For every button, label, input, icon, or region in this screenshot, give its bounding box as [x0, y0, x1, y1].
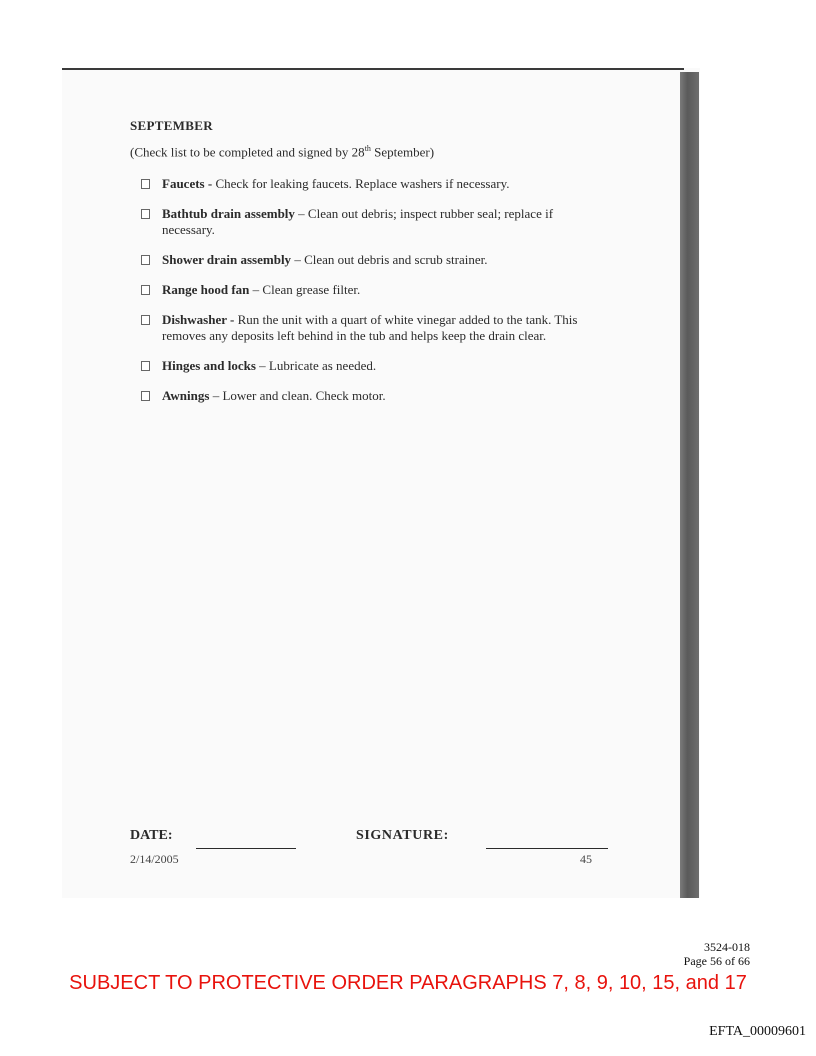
checklist-instructions: (Check list to be completed and signed by 28th September) — [130, 144, 435, 160]
checkbox-icon — [141, 315, 150, 325]
date-blank-line — [196, 848, 296, 849]
checkbox-icon — [141, 179, 150, 189]
scan-dark-edge — [680, 72, 699, 898]
checkbox-icon — [141, 285, 150, 295]
section-heading: SEPTEMBER — [130, 118, 213, 133]
checklist-item-range-hood: Range hood fan – Clean grease filter. — [138, 282, 608, 298]
checkbox-icon — [141, 209, 150, 219]
checklist-item-bathtub-drain: Bathtub drain assembly – Clean out debris; inspect rubber seal; replace if necessary. — [138, 206, 608, 238]
scan-top-border — [62, 68, 684, 70]
checklist-item-shower-drain: Shower drain assembly – Clean out debris and scrub strainer. — [138, 252, 608, 268]
checklist-item-hinges-locks: Hinges and locks – Lubricate as needed. — [138, 358, 608, 374]
checkbox-icon — [141, 391, 150, 401]
checkbox-icon — [141, 255, 150, 265]
document-date: 2/14/2005 — [130, 852, 179, 866]
checklist-item-awnings: Awnings – Lower and clean. Check motor. — [138, 388, 608, 404]
checklist-item-faucets: Faucets - Check for leaking faucets. Replace washers if necessary. — [138, 176, 608, 192]
signature-blank-line — [486, 848, 608, 849]
maintenance-checklist — [138, 176, 608, 404]
protective-order-notice: SUBJECT TO PROTECTIVE ORDER PARAGRAPHS 7, 8, 9, 10, 15, and 17 — [69, 972, 747, 994]
page-count: Page 56 of 66 — [683, 954, 750, 968]
bates-number: EFTA_00009601 — [709, 1024, 806, 1039]
document-page-number: 45 — [580, 852, 592, 866]
date-label: DATE: — [130, 828, 173, 843]
checkbox-icon — [141, 361, 150, 371]
signature-label: SIGNATURE: — [356, 828, 449, 843]
checklist-item-dishwasher: Dishwasher - Run the unit with a quart of white vinegar added to the tank. This removes any deposits left behind in the tub and helps keep the drain clear. — [138, 312, 608, 344]
case-number: 3524-018 — [704, 940, 750, 954]
